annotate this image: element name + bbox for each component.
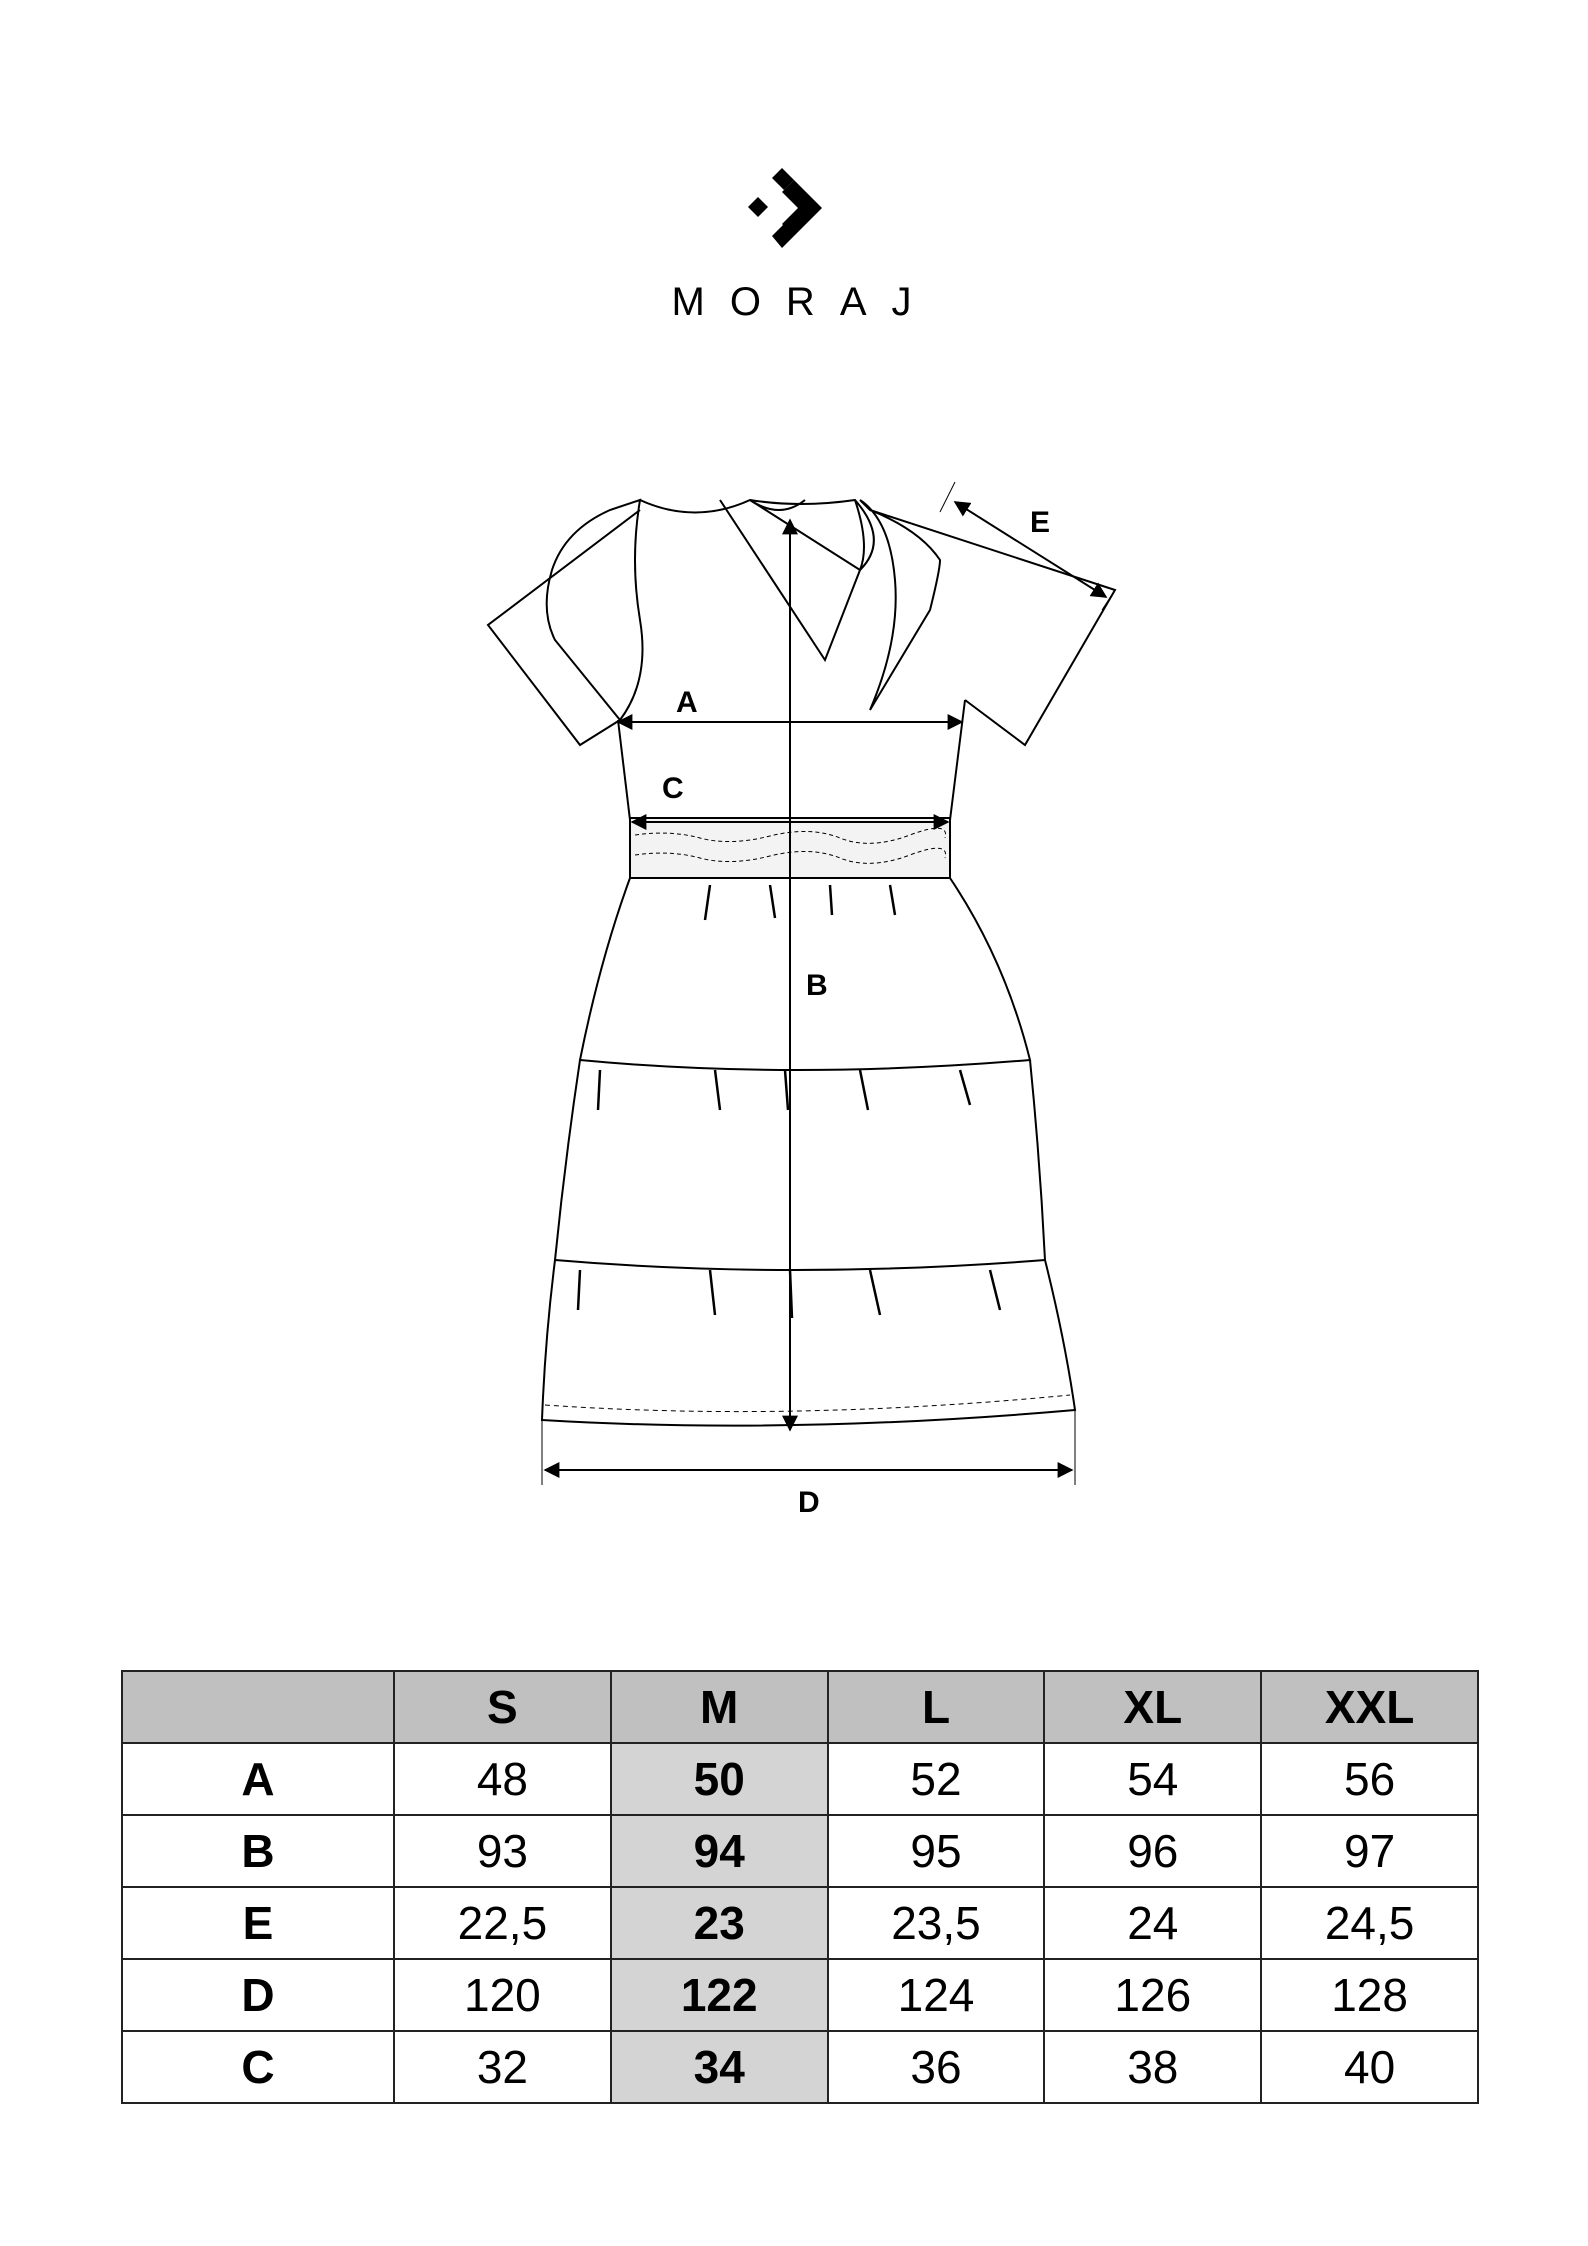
table-cell: 93: [394, 1815, 611, 1887]
size-header: XXL: [1261, 1671, 1478, 1743]
row-label: B: [122, 1815, 394, 1887]
right-sleeve: [870, 510, 1115, 745]
table-cell: 52: [828, 1743, 1045, 1815]
corner-cell: [122, 1671, 394, 1743]
brand-name: MORAJ: [671, 280, 937, 324]
table-row: [122, 2031, 1478, 2103]
size-header: S: [394, 1671, 611, 1743]
table-row: [122, 1815, 1478, 1887]
table-cell-highlight: 94: [611, 1815, 828, 1887]
table-cell: 56: [1261, 1743, 1478, 1815]
table-cell: 124: [828, 1959, 1045, 2031]
table-row: [122, 1743, 1478, 1815]
table-cell: 54: [1044, 1743, 1261, 1815]
size-header: M: [611, 1671, 828, 1743]
skirt-tier-1: [580, 878, 1030, 1070]
table-cell: 48: [394, 1743, 611, 1815]
table-cell: 120: [394, 1959, 611, 2031]
brand-logo: [640, 160, 940, 330]
label-c: C: [662, 772, 684, 805]
size-header: L: [828, 1671, 1045, 1743]
size-chart-table: [121, 1670, 1479, 2104]
skirt-tier-2: [555, 1060, 1045, 1270]
table-cell: 38: [1044, 2031, 1261, 2103]
table-cell: 126: [1044, 1959, 1261, 2031]
bodice-outline: [640, 500, 874, 570]
table-cell: 22,5: [394, 1887, 611, 1959]
table-cell-highlight: 122: [611, 1959, 828, 2031]
row-label: E: [122, 1887, 394, 1959]
table-cell: 95: [828, 1815, 1045, 1887]
table-cell-highlight: 50: [611, 1743, 828, 1815]
row-label: A: [122, 1743, 394, 1815]
label-d: D: [798, 1486, 820, 1519]
wrap-line: [720, 500, 864, 660]
row-label: D: [122, 1959, 394, 2031]
moraj-logo-icon: [740, 160, 840, 255]
table-cell: 24: [1044, 1887, 1261, 1959]
label-e: E: [1030, 506, 1051, 539]
table-row: [122, 1959, 1478, 2031]
skirt-tier-3: [542, 1260, 1075, 1426]
table-cell: 97: [1261, 1815, 1478, 1887]
table-cell: 36: [828, 2031, 1045, 2103]
table-cell-highlight: 23: [611, 1887, 828, 1959]
table-cell: 40: [1261, 2031, 1478, 2103]
table-cell: 96: [1044, 1815, 1261, 1887]
label-b: B: [806, 969, 828, 1002]
table-cell: 24,5: [1261, 1887, 1478, 1959]
size-header-row: [122, 1671, 1478, 1743]
table-cell: 23,5: [828, 1887, 1045, 1959]
row-label: C: [122, 2031, 394, 2103]
table-cell: 128: [1261, 1959, 1478, 2031]
size-header: XL: [1044, 1671, 1261, 1743]
table-row: [122, 1887, 1478, 1959]
table-cell: 32: [394, 2031, 611, 2103]
dress-technical-drawing: [470, 460, 1130, 1530]
table-cell-highlight: 34: [611, 2031, 828, 2103]
label-a: A: [676, 686, 698, 719]
